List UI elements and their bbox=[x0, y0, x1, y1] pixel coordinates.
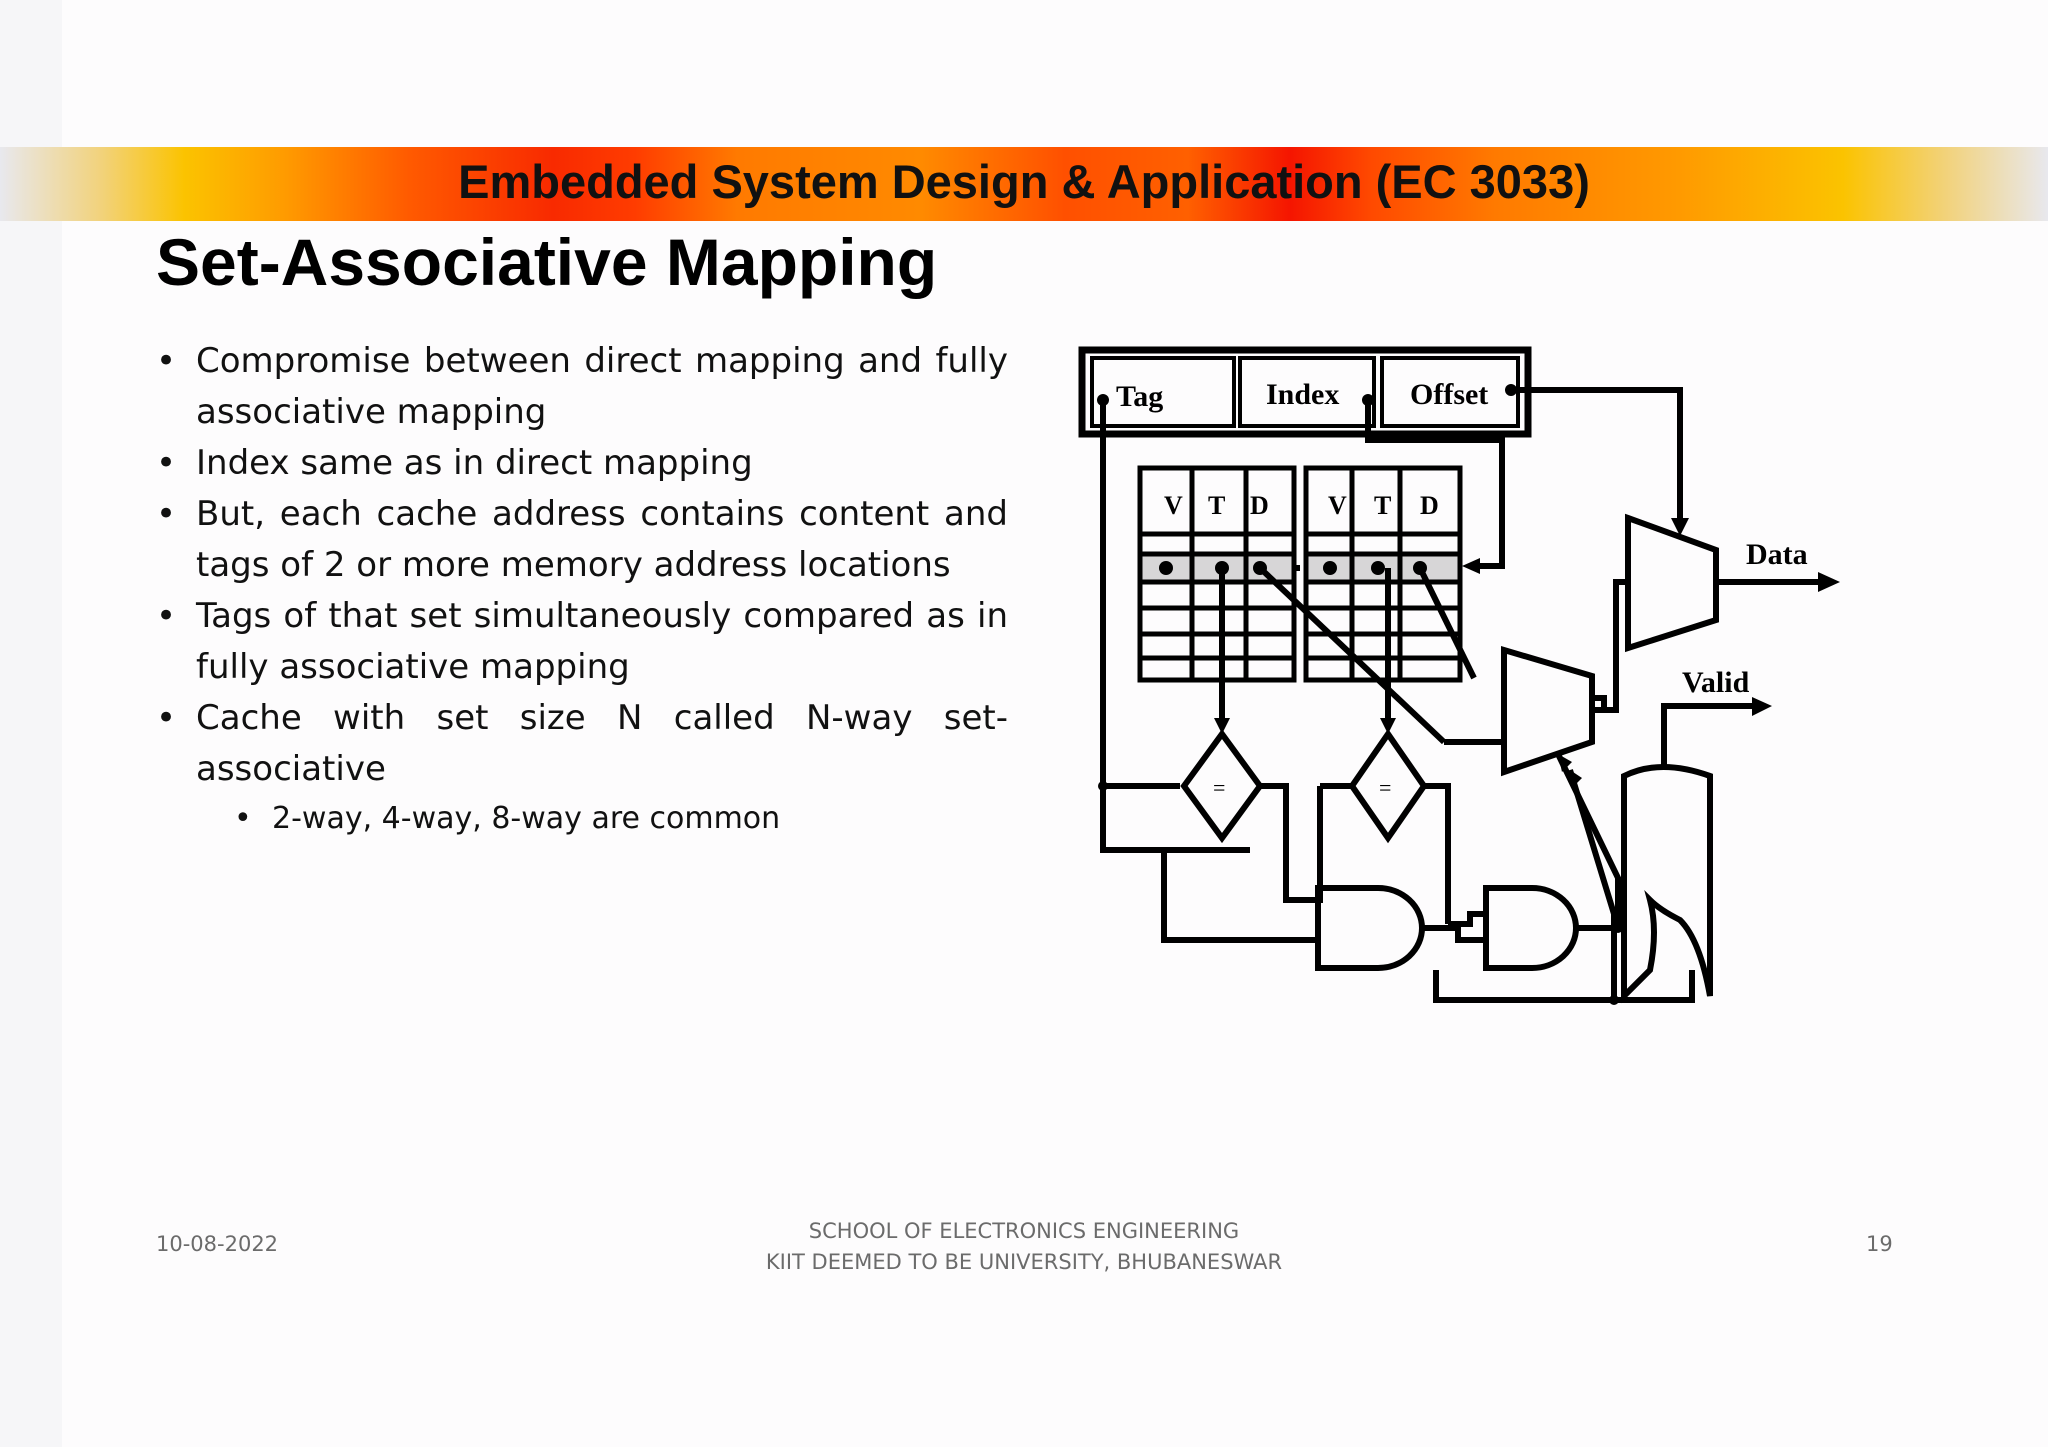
footer-university: KIIT DEEMED TO BE UNIVERSITY, BHUBANESWAR bbox=[765, 1250, 1283, 1274]
bullet-text: Index same as in direct mapping bbox=[196, 443, 753, 483]
bullet-text: Cache with set size N called N-way set-associative bbox=[196, 698, 1008, 789]
way2-v-label: V bbox=[1328, 491, 1347, 520]
sub-bullet-item bbox=[156, 795, 1008, 843]
bullet-dot-icon: • bbox=[156, 494, 177, 534]
bullet-dot-icon: • bbox=[234, 801, 252, 836]
tag-field-label: Tag bbox=[1116, 380, 1164, 413]
and-gate-1 bbox=[1318, 888, 1422, 968]
valid-output-label: Valid bbox=[1682, 666, 1750, 699]
bullet-text: Tags of that set simultaneously compared as in fully associative mapping bbox=[196, 596, 1008, 687]
way2-d-label: D bbox=[1420, 491, 1439, 520]
data-output-mux bbox=[1628, 518, 1716, 648]
comparator-2-symbol: = bbox=[1379, 775, 1392, 800]
course-title: Embedded System Design & Application (EC 3033) bbox=[458, 155, 1590, 208]
bullet-text: But, each cache address contains content and tags of 2 or more memory address locations bbox=[196, 494, 1008, 585]
bullet-item bbox=[156, 489, 1008, 591]
way2-t-label: T bbox=[1374, 491, 1392, 520]
bullet-item bbox=[156, 591, 1008, 693]
bullet-dot-icon: • bbox=[156, 698, 177, 738]
set-associative-cache-diagram bbox=[1060, 330, 1860, 1020]
bullet-dot-icon: • bbox=[156, 443, 177, 483]
or-gate bbox=[1624, 767, 1710, 996]
way1-v-label: V bbox=[1164, 491, 1183, 520]
footer-institution bbox=[624, 1216, 1424, 1278]
comparator-1-symbol: = bbox=[1213, 775, 1226, 800]
index-field-label: Index bbox=[1266, 378, 1340, 411]
bullet-item bbox=[156, 438, 1008, 489]
bullet-dot-icon: • bbox=[156, 341, 177, 381]
bullet-dot-icon: • bbox=[156, 596, 177, 636]
way1-d-label: D bbox=[1250, 491, 1269, 520]
data-output-label: Data bbox=[1746, 538, 1808, 571]
page-number: 19 bbox=[1866, 1232, 1893, 1256]
bullet-text: Compromise between direct mapping and fully associative mapping bbox=[196, 341, 1008, 432]
way-select-mux bbox=[1504, 650, 1592, 772]
slide-title: Set-Associative Mapping bbox=[156, 225, 938, 299]
offset-field-label: Offset bbox=[1410, 378, 1489, 411]
way1-t-label: T bbox=[1208, 491, 1226, 520]
footer-school: SCHOOL OF ELECTRONICS ENGINEERING bbox=[808, 1219, 1240, 1243]
sub-bullet-text: 2-way, 4-way, 8-way are common bbox=[272, 801, 781, 836]
bullet-item bbox=[156, 336, 1008, 438]
bullet-list bbox=[156, 336, 1008, 843]
footer-date: 10-08-2022 bbox=[156, 1232, 279, 1256]
and-gate-2 bbox=[1486, 888, 1576, 968]
bullet-item bbox=[156, 693, 1008, 795]
junction-dots bbox=[1097, 384, 1623, 1005]
